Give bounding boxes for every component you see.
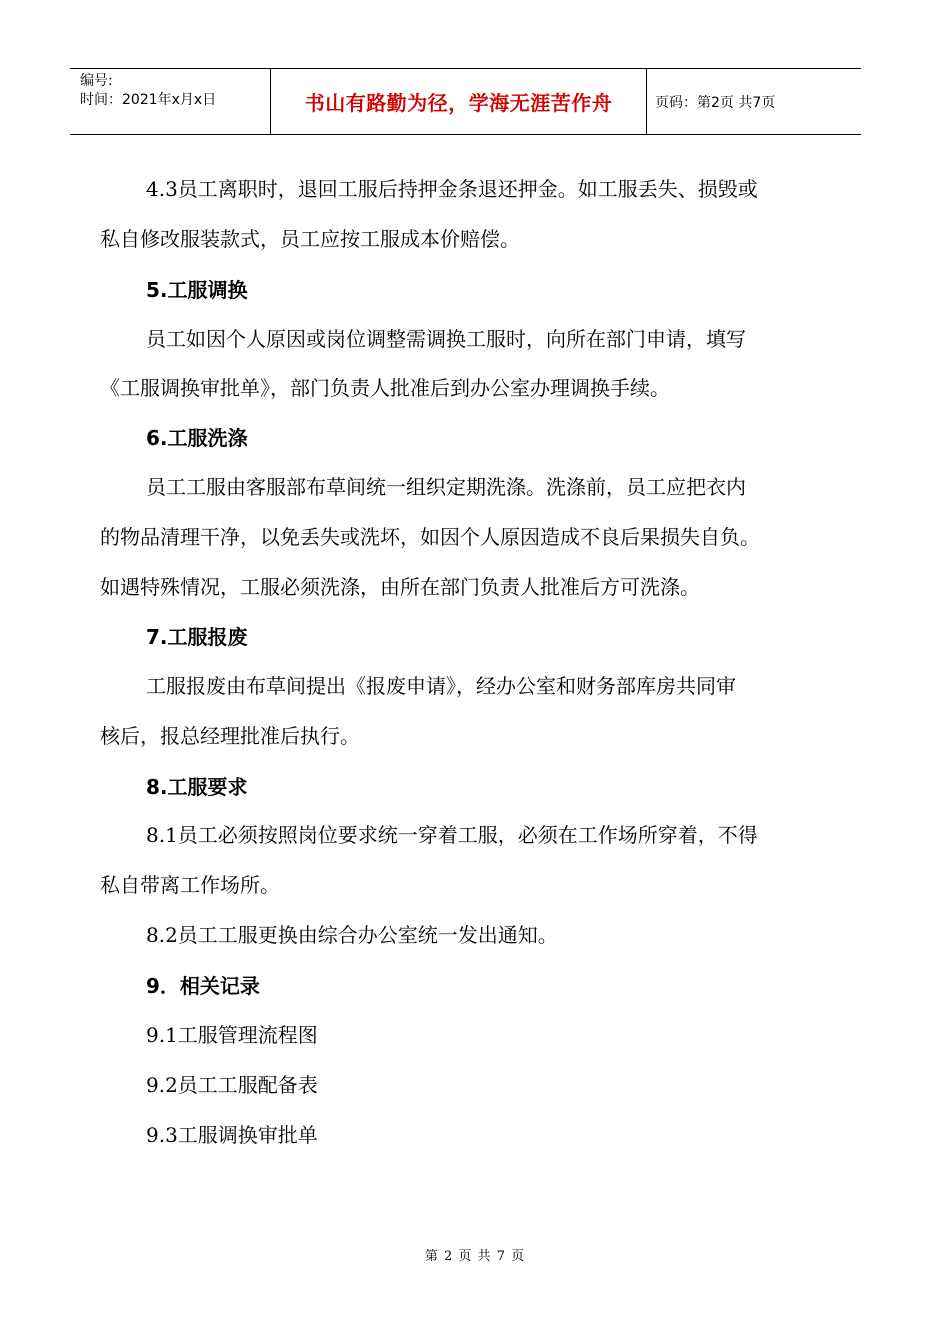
page-footer: 第 2 页 共 7 页 <box>424 1249 526 1264</box>
header-motto: 书山有路勤为径，学海无涯苦作舟 <box>304 91 613 115</box>
heading-section-6: 6.工服洗涤 <box>146 426 248 450</box>
paragraph-8-1-line-1: 8.1员工必须按照岗位要求统一穿着工服，必须在工作场所穿着，不得 <box>146 823 758 847</box>
paragraph-5-line-2: 《工服调换审批单》，部门负责人批准后到办公室办理调换手续。 <box>100 376 670 400</box>
paragraph-8-1-line-2: 私自带离工作场所。 <box>100 873 280 897</box>
heading-section-7: 7.工服报废 <box>146 625 248 649</box>
paragraph-4-3-line-1: 4.3员工离职时，退回工服后持押金条退还押金。如工服丢失、损毁或 <box>146 177 758 201</box>
document-header <box>70 68 861 135</box>
header-page-cell <box>647 69 861 134</box>
header-meta-cell <box>70 69 271 134</box>
record-item-9-3: 9.3工服调换审批单 <box>146 1123 318 1147</box>
paragraph-6-line-2: 的物品清理干净，以免丢失或洗坏，如因个人原因造成不良后果损失自负。 <box>100 525 760 549</box>
paragraph-6-line-3: 如遇特殊情况，工服必须洗涤，由所在部门负责人批准后方可洗涤。 <box>100 575 700 599</box>
paragraph-7-line-2: 核后，报总经理批准后执行。 <box>100 724 360 748</box>
paragraph-8-2: 8.2员工工服更换由综合办公室统一发出通知。 <box>146 923 558 947</box>
document-number-label: 编号: <box>80 73 113 89</box>
header-page-label: 页码：第2页 共7页 <box>655 94 776 111</box>
record-item-9-2: 9.2员工工服配备表 <box>146 1073 318 1097</box>
paragraph-5-line-1: 员工如因个人原因或岗位调整需调换工服时，向所在部门申请，填写 <box>146 327 746 351</box>
paragraph-4-3-line-2: 私自修改服装款式，员工应按工服成本价赔偿。 <box>100 227 520 251</box>
paragraph-6-line-1: 员工工服由客服部布草间统一组织定期洗涤。洗涤前，员工应把衣内 <box>146 475 746 499</box>
document-time-label: 时间：2021年x月x日 <box>80 92 217 108</box>
record-item-9-1: 9.1工服管理流程图 <box>146 1023 318 1047</box>
heading-section-5: 5.工服调换 <box>146 278 248 302</box>
header-motto-cell <box>271 69 647 134</box>
paragraph-7-line-1: 工服报废由布草间提出《报废申请》，经办公室和财务部库房共同审 <box>146 674 736 698</box>
heading-section-9: 9．相关记录 <box>146 974 260 998</box>
heading-section-8: 8.工服要求 <box>146 775 248 799</box>
